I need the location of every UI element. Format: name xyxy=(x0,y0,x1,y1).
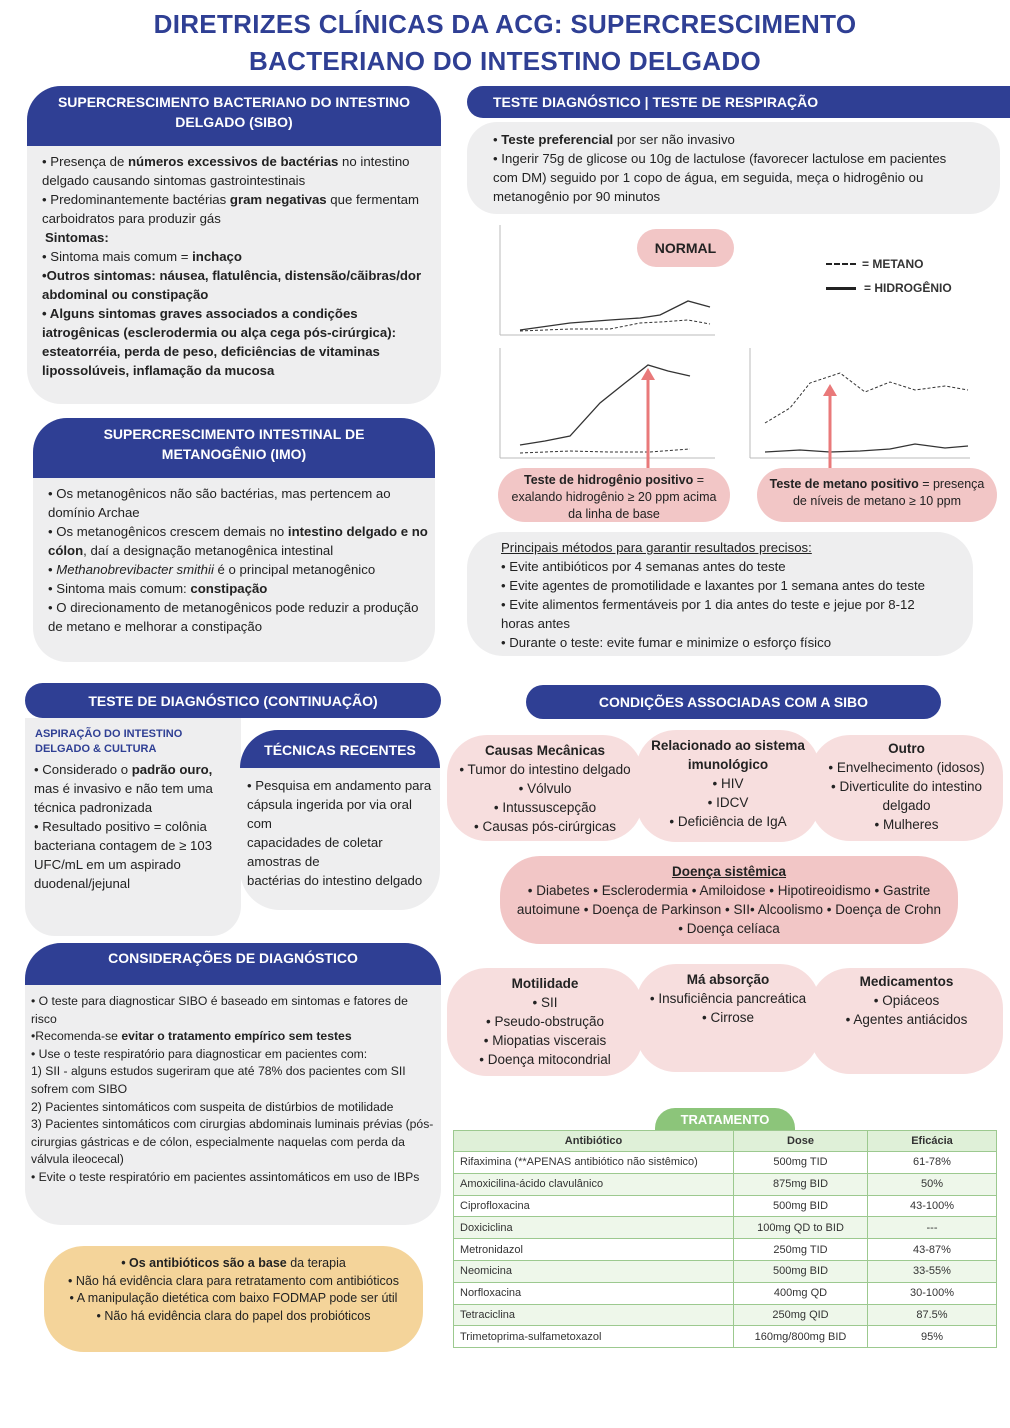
recent-techniques-text xyxy=(247,776,437,890)
antibiotic-cell: Doxiciclina xyxy=(454,1217,734,1239)
aspiration-line-part: mas é invasivo e não tem uma técnica padronizada xyxy=(34,781,213,815)
recent-line: bactérias do intestino delgado xyxy=(247,873,423,888)
motility-title: Motilidade xyxy=(511,976,579,991)
diag-header xyxy=(25,683,441,718)
efficacy-cell: --- xyxy=(868,1217,997,1239)
efficacy-cell: 87.5% xyxy=(868,1304,997,1326)
considerations-line-part: •Recomenda-se xyxy=(31,1029,122,1044)
considerations-text xyxy=(31,993,435,1187)
sibo-line-bold: números excessivos de bactérias xyxy=(128,154,339,169)
chart-legend xyxy=(826,257,996,295)
sibo-header xyxy=(27,86,441,146)
mechanical-item: • Vólvulo xyxy=(518,781,572,796)
dashed-line-icon xyxy=(826,263,856,265)
efficacy-cell: 50% xyxy=(868,1173,997,1195)
sibo-header-text: SUPERCRESCIMENTO BACTERIANO DO INTESTINO DELGADO (SIBO) xyxy=(57,94,411,130)
immune-related xyxy=(636,730,820,842)
table-row xyxy=(454,1239,997,1261)
therapy-line xyxy=(44,1255,423,1273)
treatment-table-wrap xyxy=(453,1130,997,1348)
medications-item: • Agentes antiácidos xyxy=(845,1012,968,1027)
imo-line-part: • Os metanogênicos crescem demais no xyxy=(48,524,288,539)
dose-cell: 500mg BID xyxy=(734,1260,868,1282)
sibo-line-bold: gram negativas xyxy=(229,192,327,207)
hydrogen-line xyxy=(520,301,710,330)
conditions-header-text: CONDIÇÕES ASSOCIADAS COM A SIBO xyxy=(598,694,869,710)
antibiotic-cell: Norfloxacina xyxy=(454,1282,734,1304)
sibo-line-bold: inchaço xyxy=(192,249,242,264)
methods-card xyxy=(467,532,973,656)
table-row xyxy=(454,1304,997,1326)
methods-line: • Durante o teste: evite fumar e minimize o esforço físico xyxy=(501,635,832,650)
therapy-line: • A manipulação dietética com baixo FODMAP pode ser útil xyxy=(69,1291,398,1306)
therapy-line: • Não há evidência clara para retratamento com antibióticos xyxy=(68,1273,399,1288)
breath-line: • Ingerir 75g de glicose ou 10g de lactulose (favorecer lactulose em pacientes com DM) seguido por 1 copo de água, em seguida, meça o hidrogênio ou metanogênio por 90 minutos xyxy=(493,151,947,204)
other-item: • Diverticulite do intestino delgado xyxy=(830,779,983,813)
efficacy-cell: 61-78% xyxy=(868,1152,997,1174)
imo-line-bold: constipação xyxy=(190,581,268,596)
dose-cell: 160mg/800mg BID xyxy=(734,1326,868,1348)
recent-line: • Pesquisa em andamento para cápsula ingerida por via oral com xyxy=(247,778,432,831)
table-row xyxy=(454,1326,997,1348)
aspiration-line-bold: padrão ouro, xyxy=(131,762,213,777)
table-row xyxy=(454,1217,997,1239)
sibo-text xyxy=(42,152,436,380)
sibo-line-part: •Outros sintomas: náusea, flatulência, distensão/cãibras/dor abdominal ou constipação xyxy=(42,268,422,302)
aspiration-line: • Resultado positivo = colônia bacteriana contagem de ≥ 103 UFC/mL em um aspirado duodenal/jejunal xyxy=(34,819,213,891)
antibiotic-cell: Ciprofloxacina xyxy=(454,1195,734,1217)
immune-item: • HIV xyxy=(712,776,744,791)
sibo-line-part: Sintomas: xyxy=(45,230,109,245)
methods-line: • Evite alimentos fermentáveis por 1 dia antes do teste e jejue por 8-12 horas antes xyxy=(501,597,915,631)
dose-cell: 250mg QID xyxy=(734,1304,868,1326)
arrow-up-icon xyxy=(823,384,837,396)
imo-text xyxy=(48,484,432,636)
malabsorption-item: • Insuficiência pancreática xyxy=(649,991,807,1006)
column-header: Dose xyxy=(734,1131,868,1152)
methods-line: • Evite antibióticos por 4 semanas antes do teste xyxy=(501,559,786,574)
breath-line-part: por ser não invasivo xyxy=(613,132,735,147)
table-row xyxy=(454,1282,997,1304)
medications-title: Medicamentos xyxy=(859,974,954,989)
malabsorption xyxy=(636,964,820,1072)
sibo-line-part: • Presença de xyxy=(42,154,128,169)
sibo-line-part: • Alguns sintomas graves associados a condições iatrogênicas (esclerodermia ou alça cega pós-cirúrgica): esteatorréia, perda de peso, deficiências de vitaminas lipossolúveis, inflamação da mucosa xyxy=(42,306,396,378)
hydrogen-positive-rest: = exalando hidrogênio ≥ 20 ppm acima da linha de base xyxy=(511,473,717,521)
motility-item: • Pseudo-obstrução xyxy=(485,1014,605,1029)
efficacy-cell: 30-100% xyxy=(868,1282,997,1304)
immune-title: Relacionado ao sistema imunológico xyxy=(651,738,805,772)
treatment-header xyxy=(655,1108,795,1132)
hydrogen-positive-bold: Teste de hidrogênio positivo xyxy=(523,473,694,487)
imo-line-part: , daí a designação metanogênica intestinal xyxy=(83,543,334,558)
medications-item: • Opiáceos xyxy=(873,993,940,1008)
dose-cell: 250mg TID xyxy=(734,1239,868,1261)
sibo-line xyxy=(42,247,436,266)
motility-item: • Miopatias viscerais xyxy=(483,1033,607,1048)
legend-hydrogen xyxy=(826,281,996,295)
sibo-line-part: • Predominantemente bactérias xyxy=(42,192,230,207)
aspiration-line-part: • Considerado o xyxy=(34,762,132,777)
imo-line-bold: intestino delgado e no cólon xyxy=(48,524,428,558)
hydrogen-line xyxy=(520,365,690,445)
dose-cell: 500mg BID xyxy=(734,1195,868,1217)
efficacy-cell: 95% xyxy=(868,1326,997,1348)
mechanical-item: • Causas pós-cirúrgicas xyxy=(473,819,617,834)
legend-hydrogen-label: = HIDROGÊNIO xyxy=(864,281,952,295)
imo-header xyxy=(33,418,435,478)
considerations-line: • Evite o teste respiratório em pacientes assintomáticos em uso de IBPs xyxy=(31,1169,420,1184)
other-conditions xyxy=(810,735,1003,841)
table-header-row xyxy=(454,1131,997,1152)
breath-line-bold: Teste preferencial xyxy=(501,132,614,147)
considerations-line: • O teste para diagnosticar SIBO é baseado em sintomas e fatores de risco xyxy=(31,994,408,1026)
medications xyxy=(810,968,1003,1074)
breath-line xyxy=(493,130,974,149)
mechanical-title: Causas Mecânicas xyxy=(484,743,606,758)
mechanical-causes xyxy=(447,735,643,841)
considerations-line: 2) Pacientes sintomáticos com suspeita de distúrbios de motilidade xyxy=(31,1099,394,1114)
aspiration-line xyxy=(34,760,234,817)
column-header: Eficácia xyxy=(868,1131,997,1152)
legend-methane xyxy=(826,257,996,271)
imo-line-part: é o principal metanogênico xyxy=(213,562,376,577)
recent-line: capacidades de coletar amostras de xyxy=(247,835,383,869)
treatment-table xyxy=(453,1130,997,1348)
methane-chart xyxy=(740,348,975,472)
considerations-line: 3) Pacientes sintomáticos com cirurgias abdominais luminais prévias (pós-cirurgias gástricas e de cólon, especialmente naquelas com perda da válvula ileocecal) xyxy=(31,1117,434,1167)
systemic-text: • Diabetes • Esclerodermia • Amiloidose • Hipotireoidismo • Gastrite autoimune • Doença de Parkinson • SII• Alcoolismo • Doença de Crohn • Doença celíaca xyxy=(516,883,942,936)
imo-line xyxy=(48,522,432,560)
efficacy-cell: 43-87% xyxy=(868,1239,997,1261)
methods-line: • Evite agentes de promotilidade e laxantes por 1 semana antes do teste xyxy=(501,578,925,593)
breath-card xyxy=(467,122,1000,214)
methane-positive-bold: Teste de metano positivo xyxy=(769,477,919,491)
breath-header-text: TESTE DIAGNÓSTICO | TESTE DE RESPIRAÇÃO xyxy=(493,94,819,110)
considerations-line: 1) SII - alguns estudos sugeriram que até 78% dos pacientes com SII sofrem com SIBO xyxy=(31,1064,406,1096)
methane-positive-note xyxy=(757,468,997,522)
treatment-header-text: TRATAMENTO xyxy=(680,1112,770,1127)
considerations-header xyxy=(25,943,441,985)
recent-techniques-title: TÉCNICAS RECENTES xyxy=(264,742,416,758)
imo-line-part: • xyxy=(48,562,57,577)
considerations-line-bold: evitar o tratamento empírico sem testes xyxy=(121,1029,352,1044)
imo-line: • O direcionamento de metanogênicos pode reduzir a produção de metano e melhorar a constipação xyxy=(48,600,419,634)
hydrogen-chart xyxy=(490,348,720,472)
sibo-line-part: que fermentam carboidratos para produzir gás xyxy=(42,192,419,226)
motility xyxy=(447,968,643,1076)
antibiotic-cell: Metronidazol xyxy=(454,1239,734,1261)
sibo-line-part: no intestino delgado causando sintomas gastrointestinais xyxy=(42,154,410,188)
antibiotic-cell: Tetraciclina xyxy=(454,1304,734,1326)
imo-line xyxy=(48,579,432,598)
methane-line xyxy=(765,373,968,423)
other-item: • Mulheres xyxy=(874,817,939,832)
dose-cell: 500mg TID xyxy=(734,1152,868,1174)
therapy-card xyxy=(44,1246,423,1352)
page-title: DIRETRIZES CLÍNICAS DA ACG: SUPERCRESCIMENTO BACTERIANO DO INTESTINO DELGADO xyxy=(153,9,857,76)
motility-item: • Doença mitocondrial xyxy=(479,1052,611,1067)
column-header: Antibiótico xyxy=(454,1131,734,1152)
malabsorption-title: Má absorção xyxy=(686,972,770,987)
hydrogen-positive-note xyxy=(498,468,730,522)
antibiotic-cell: Trimetoprima-sulfametoxazol xyxy=(454,1326,734,1348)
imo-line: • Os metanogênicos não são bactérias, mas pertencem ao domínio Archae xyxy=(48,486,391,520)
breath-header xyxy=(467,86,1010,118)
motility-item: • SII xyxy=(532,995,558,1010)
antibiotic-cell: Amoxicilina-ácido clavulânico xyxy=(454,1173,734,1195)
methods-title: Principais métodos para garantir resultados precisos: xyxy=(501,540,812,555)
treatment-table-body xyxy=(454,1152,997,1348)
table-row xyxy=(454,1260,997,1282)
systemic-title: Doença sistêmica xyxy=(671,864,787,879)
antibiotic-cell: Rifaximina (**APENAS antibiótico não sistêmico) xyxy=(454,1152,734,1174)
efficacy-cell: 33-55% xyxy=(868,1260,997,1282)
conditions-header xyxy=(526,685,941,719)
efficacy-cell: 43-100% xyxy=(868,1195,997,1217)
considerations-line: • Use o teste respiratório para diagnosticar em pacientes com: xyxy=(31,1046,368,1061)
therapy-line-part: da terapia xyxy=(286,1256,346,1270)
dose-cell: 100mg QD to BID xyxy=(734,1217,868,1239)
aspiration-title: ASPIRAÇÃO DO INTESTINO DELGADO & CULTURA xyxy=(35,728,183,755)
immune-item: • Deficiência de IgA xyxy=(669,814,787,829)
considerations-line xyxy=(31,1028,435,1046)
immune-item: • IDCV xyxy=(707,795,749,810)
therapy-line-bold: • Os antibióticos são a base xyxy=(121,1256,287,1270)
other-title: Outro xyxy=(888,741,925,756)
dose-cell: 875mg BID xyxy=(734,1173,868,1195)
therapy-line: • Não há evidência clara do papel dos probióticos xyxy=(96,1308,371,1323)
mechanical-item: • Tumor do intestino delgado xyxy=(459,762,631,777)
breath-line-part: • xyxy=(493,132,502,147)
imo-line xyxy=(48,560,432,579)
sibo-line xyxy=(42,152,436,190)
normal-badge: NORMAL xyxy=(637,229,734,267)
mechanical-item: • Intussuscepção xyxy=(493,800,597,815)
sibo-line xyxy=(42,304,436,380)
malabsorption-item: • Cirrose xyxy=(702,1010,754,1025)
table-row xyxy=(454,1195,997,1217)
sibo-line-part: • Sintoma mais comum = xyxy=(42,249,193,264)
methane-line xyxy=(520,449,690,453)
considerations-header-text: CONSIDERAÇÕES DE DIAGNÓSTICO xyxy=(108,950,358,966)
imo-line-italic: Methanobrevibacter smithii xyxy=(56,562,214,577)
diag-header-text: TESTE DE DIAGNÓSTICO (CONTINUAÇÃO) xyxy=(88,693,378,709)
arrow-up-icon xyxy=(641,368,655,380)
aspiration-text xyxy=(34,760,234,893)
sibo-line xyxy=(42,190,436,228)
hydrogen-line xyxy=(765,444,968,452)
legend-methane-label: = METANO xyxy=(862,257,924,271)
solid-line-icon xyxy=(826,287,856,290)
systemic-disease xyxy=(500,856,958,944)
imo-header-text: SUPERCRESCIMENTO INTESTINAL DE METANOGÊNIO (IMO) xyxy=(103,426,365,462)
other-item: • Envelhecimento (idosos) xyxy=(828,760,985,775)
dose-cell: 400mg QD xyxy=(734,1282,868,1304)
sibo-line xyxy=(42,228,436,247)
methane-positive-rest: = presença de níveis de metano ≥ 10 ppm xyxy=(792,477,985,508)
sibo-line xyxy=(42,266,436,304)
antibiotic-cell: Neomicina xyxy=(454,1260,734,1282)
table-row xyxy=(454,1173,997,1195)
imo-line-part: • Sintoma mais comum: xyxy=(48,581,191,596)
recent-techniques-header xyxy=(240,730,440,768)
table-row xyxy=(454,1152,997,1174)
